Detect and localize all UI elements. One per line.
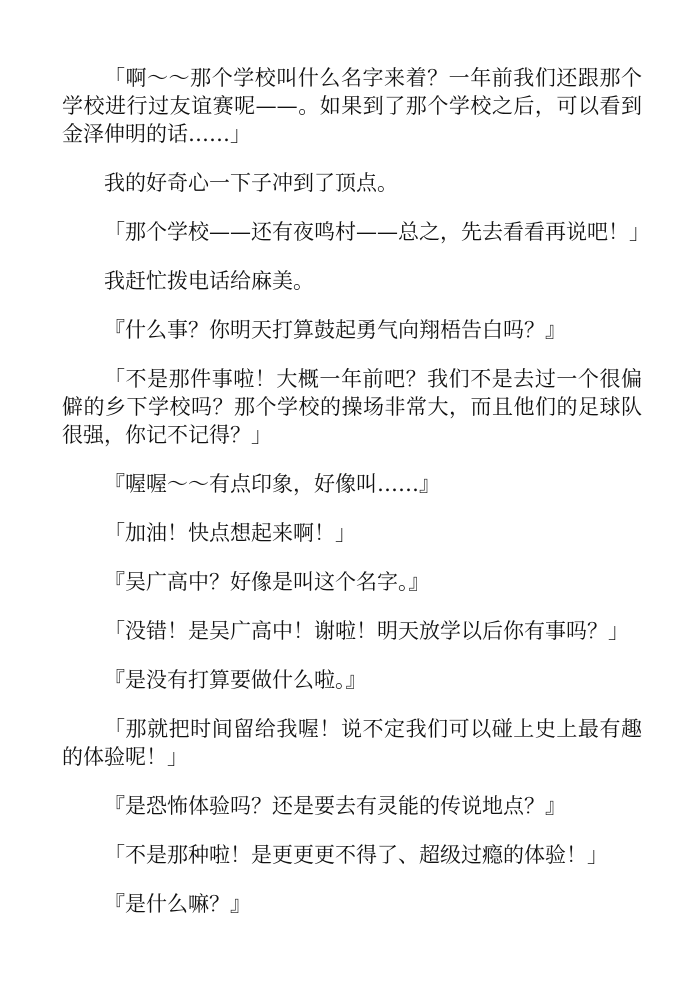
paragraph: 『喔喔～～有点印象，好像叫……』 bbox=[104, 472, 440, 496]
paragraph: 「没错！是吴广高中！谢啦！明天放学以后你有事吗？」 bbox=[104, 619, 629, 643]
paragraph: 我的好奇心一下子冲到了顶点。 bbox=[104, 171, 398, 195]
paragraph: 「不是那种啦！是更更更不得了、超级过瘾的体验！」 bbox=[104, 843, 608, 867]
paragraph: 『是什么嘛？』 bbox=[104, 892, 251, 916]
paragraph: 『是恐怖体验吗？还是要去有灵能的传说地点？』 bbox=[104, 794, 566, 818]
page-body bbox=[62, 64, 650, 939]
paragraph: 『什么事？你明天打算鼓起勇气向翔梧告白吗？』 bbox=[104, 318, 566, 342]
paragraph: 「不是那件事啦！大概一年前吧？我们不是去过一个很偏僻的乡下学校吗？那个学校的操场非常大，而且他们的足球队很强，你记不记得？」 bbox=[62, 367, 642, 447]
paragraph: 『吴广高中？好像是叫这个名字。』 bbox=[104, 570, 430, 594]
paragraph: 『是没有打算要做什么啦。』 bbox=[104, 668, 367, 692]
paragraph: 「那个学校——还有夜鸣村——总之，先去看看再说吧！」 bbox=[104, 220, 650, 244]
paragraph: 「那就把时间留给我喔！说不定我们可以碰上史上最有趣的体验呢！」 bbox=[62, 717, 642, 769]
paragraph: 「啊～～那个学校叫什么名字来着？一年前我们还跟那个学校进行过友谊赛呢——。如果到了那个学校之后，可以看到金泽伸明的话……」 bbox=[62, 66, 642, 146]
paragraph: 我赶忙拨电话给麻美。 bbox=[104, 269, 314, 293]
paragraph: 「加油！快点想起来啊！」 bbox=[104, 521, 356, 545]
